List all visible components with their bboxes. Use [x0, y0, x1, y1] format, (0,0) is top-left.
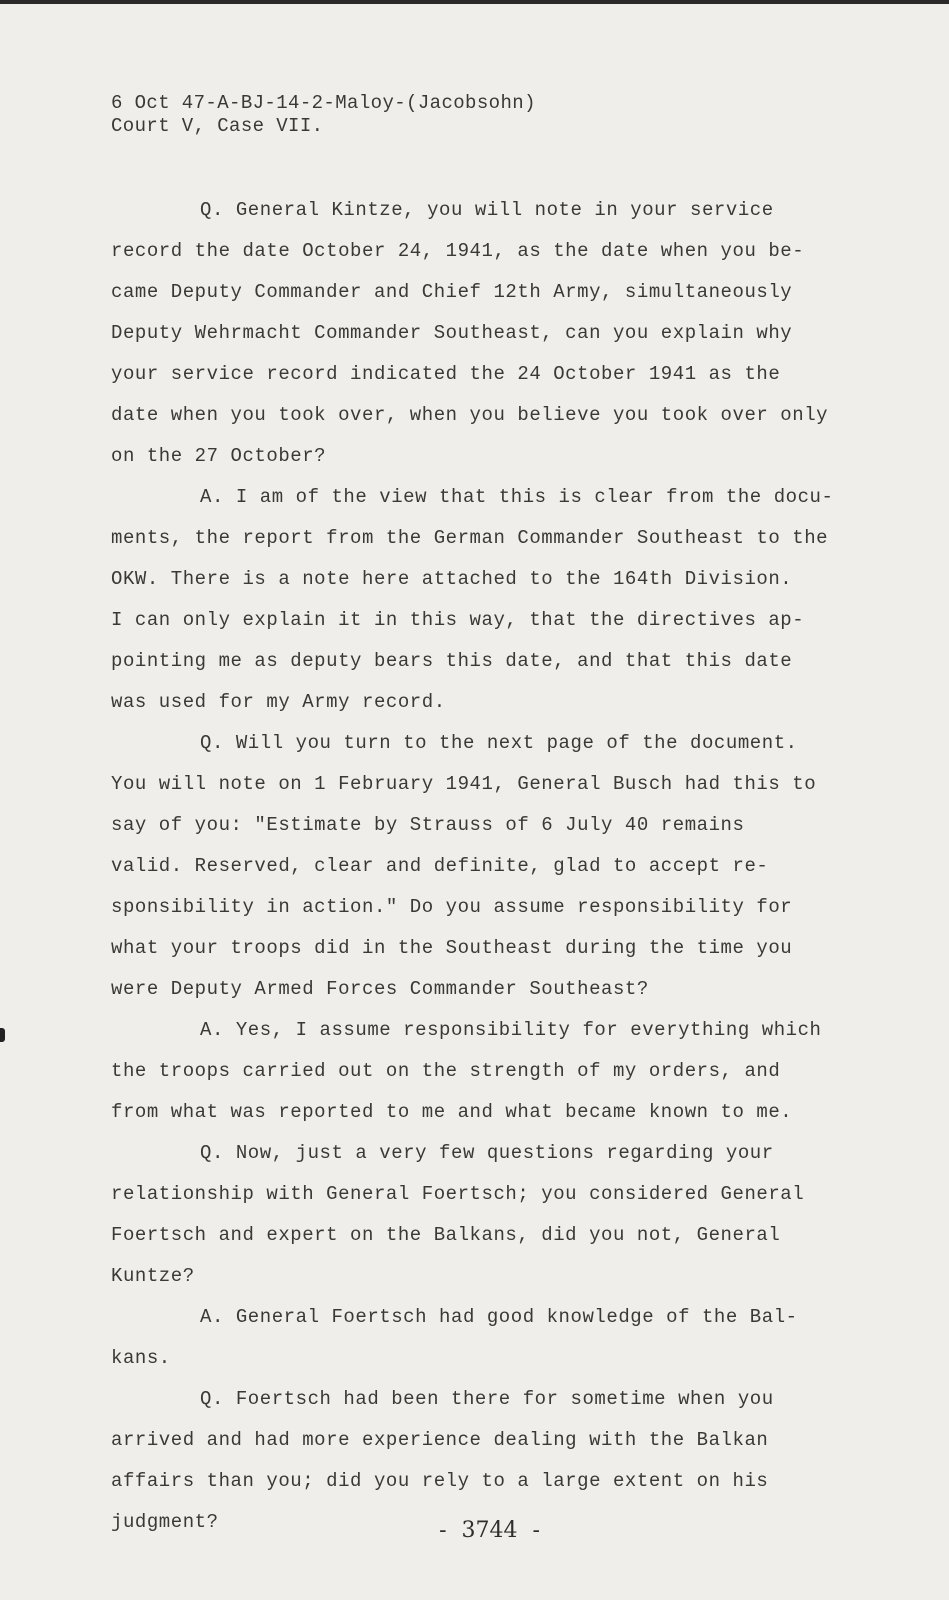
text-line: OKW. There is a note here attached to the 164th Division.: [111, 568, 793, 590]
text-line: valid. Reserved, clear and definite, glad to accept re-: [111, 855, 769, 877]
paragraph-answer-1: [111, 477, 871, 723]
text-line: judgment?: [111, 1511, 219, 1533]
page-number-dash-left: -: [439, 1518, 447, 1543]
text-line: I can only explain it in this way, that the directives ap-: [111, 609, 805, 631]
text-line: affairs than you; did you rely to a large extent on his: [111, 1470, 769, 1492]
paragraph-answer-3: [111, 1297, 871, 1379]
transcript-body: [111, 190, 871, 1543]
text-line: A. Yes, I assume responsibility for everything which: [200, 1019, 822, 1041]
text-line: relationship with General Foertsch; you considered General: [111, 1183, 805, 1205]
text-line: came Deputy Commander and Chief 12th Army, simultaneously: [111, 281, 793, 303]
text-line: pointing me as deputy bears this date, and that this date: [111, 650, 793, 672]
text-line: were Deputy Armed Forces Commander Southeast?: [111, 978, 649, 1000]
page-number-value: 3744: [461, 1518, 518, 1543]
text-line: date when you took over, when you believe you took over only: [111, 404, 829, 426]
text-line: ments, the report from the German Commander Southeast to the: [111, 527, 829, 549]
text-line: say of you: "Estimate by Strauss of 6 July 40 remains: [111, 814, 745, 836]
header-court-case: Court V, Case VII.: [111, 115, 324, 137]
text-line: from what was reported to me and what became known to me.: [111, 1101, 793, 1123]
text-line: arrived and had more experience dealing with the Balkan: [111, 1429, 769, 1451]
document-header: [111, 92, 536, 138]
page-number: [0, 1518, 949, 1543]
text-line: Deputy Wehrmacht Commander Southeast, can you explain why: [111, 322, 793, 344]
text-line: Q. Will you turn to the next page of the document.: [200, 732, 798, 754]
paragraph-question-2: [111, 723, 871, 1010]
paragraph-question-1: [111, 190, 871, 477]
paragraph-answer-2: [111, 1010, 871, 1133]
header-reference: 6 Oct 47-A-BJ-14-2-Maloy-(Jacobsohn): [111, 92, 536, 114]
text-line: Kuntze?: [111, 1265, 195, 1287]
text-line: sponsibility in action." Do you assume responsibility for: [111, 896, 793, 918]
paragraph-question-3: [111, 1133, 871, 1297]
text-line: A. I am of the view that this is clear from the docu-: [200, 486, 834, 508]
text-line: kans.: [111, 1347, 171, 1369]
text-line: your service record indicated the 24 October 1941 as the: [111, 363, 781, 385]
text-line: record the date October 24, 1941, as the date when you be-: [111, 240, 805, 262]
text-line: Q. Foertsch had been there for sometime when you: [200, 1388, 774, 1410]
text-line: was used for my Army record.: [111, 691, 446, 713]
text-line: A. General Foertsch had good knowledge of the Bal-: [200, 1306, 798, 1328]
text-line: on the 27 October?: [111, 445, 327, 467]
page-number-dash-right: -: [532, 1518, 540, 1543]
text-line: Foertsch and expert on the Balkans, did you not, General: [111, 1224, 781, 1246]
text-line: Q. Now, just a very few questions regarding your: [200, 1142, 774, 1164]
text-line: Q. General Kintze, you will note in your service: [200, 199, 774, 221]
text-line: what your troops did in the Southeast during the time you: [111, 937, 793, 959]
text-line: You will note on 1 February 1941, General Busch had this to: [111, 773, 817, 795]
text-line: the troops carried out on the strength of my orders, and: [111, 1060, 781, 1082]
